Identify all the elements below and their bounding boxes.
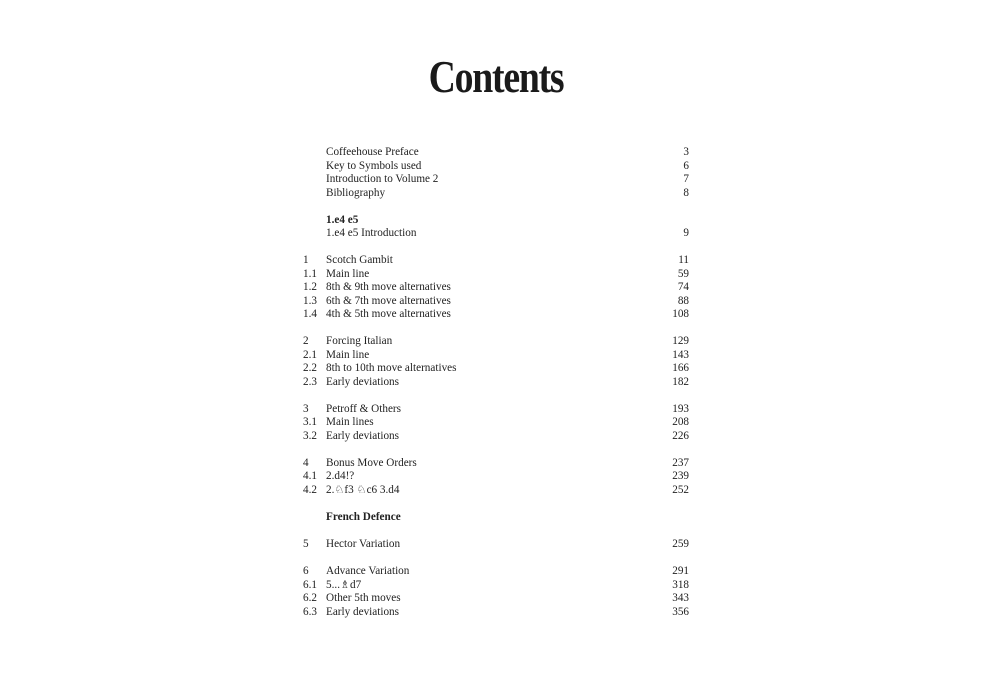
toc-entry-label: Scotch Gambit	[326, 254, 393, 267]
toc-entry	[303, 592, 689, 606]
toc-entry-label: 6th & 7th move alternatives	[326, 294, 451, 307]
toc-entry-number: 2.2	[303, 362, 317, 375]
toc-entry-page: 291	[672, 564, 689, 577]
toc-entry-number: 1.4	[303, 308, 317, 321]
toc-entry-label: Petroff & Others	[326, 402, 401, 415]
toc-entry-page: 237	[672, 456, 689, 469]
spacer	[303, 389, 689, 403]
toc-entry-number: 3.2	[303, 429, 317, 442]
spacer	[303, 200, 689, 214]
toc-entry-label: Key to Symbols used	[326, 159, 422, 172]
toc-entry-page: 7	[683, 173, 689, 186]
toc-entry-page: 252	[672, 483, 689, 496]
toc-entry-page: 3	[683, 146, 689, 158]
spacer	[303, 241, 689, 255]
toc-entry	[303, 187, 689, 201]
toc-entry	[303, 430, 689, 444]
toc-entry-label: Early deviations	[326, 605, 400, 618]
toc-entry-label: 5...♗d7	[326, 578, 362, 591]
toc-entry-page: 166	[672, 362, 689, 375]
toc-entry-number: 3.1	[303, 416, 317, 429]
toc-entry	[303, 376, 689, 390]
toc-entry	[303, 146, 689, 160]
toc-entry-number: 6.3	[303, 605, 317, 618]
toc-entry-page: 182	[672, 375, 689, 388]
toc-entry-number: 2.3	[303, 375, 317, 388]
toc-entry-page: 343	[672, 592, 689, 605]
toc-entry-label: Main line	[326, 348, 370, 361]
toc-entry	[303, 173, 689, 187]
toc-entry-label: Coffeehouse Preface	[326, 146, 419, 158]
toc-entry	[303, 416, 689, 430]
toc-entry-number: 2.1	[303, 348, 317, 361]
toc-entry-page: 356	[672, 605, 689, 618]
toc-entry-label: Forcing Italian	[326, 335, 393, 348]
toc-entry	[303, 403, 689, 417]
toc-entry-page: 318	[672, 578, 689, 591]
spacer	[303, 524, 689, 538]
toc-entry-number: 6	[303, 564, 309, 577]
toc-entry-page: 59	[677, 267, 689, 280]
toc-entry-page: 6	[683, 159, 689, 172]
toc-entry-number: 5	[303, 537, 309, 550]
toc-entry	[303, 308, 689, 322]
toc-entry-label: Advance Variation	[326, 564, 410, 577]
toc-entry-label: Main line	[326, 267, 370, 280]
toc-entry-label: 1.e4 e5	[326, 213, 359, 226]
toc-entry	[303, 457, 689, 471]
toc-entry-number: 1.2	[303, 281, 317, 294]
toc-entry-number: 1	[303, 254, 309, 267]
toc-entry-page: 226	[672, 429, 689, 442]
toc-entry-label: Bibliography	[326, 186, 386, 199]
toc-entry-label: Early deviations	[326, 375, 400, 388]
toc-entry-page: 143	[672, 348, 689, 361]
toc-entry	[303, 160, 689, 174]
toc-entry	[303, 281, 689, 295]
toc-entry-page: 208	[672, 416, 689, 429]
toc-entry-number: 6.2	[303, 592, 317, 605]
toc-entry	[303, 362, 689, 376]
page-title: Contents	[428, 51, 564, 102]
toc-entry	[303, 254, 689, 268]
toc-entry	[303, 470, 689, 484]
toc-entry	[303, 227, 689, 241]
toc-section-heading	[303, 511, 689, 525]
toc-entry-label: Early deviations	[326, 429, 400, 442]
spacer	[303, 551, 689, 565]
toc-entry-page: 239	[672, 470, 689, 483]
toc-entry	[303, 335, 689, 349]
toc-section-heading	[303, 214, 689, 228]
toc-entry-page: 193	[672, 402, 689, 415]
toc-entry	[303, 268, 689, 282]
toc-entry-number: 6.1	[303, 578, 317, 591]
toc-entry	[303, 565, 689, 579]
toc-entry	[303, 295, 689, 309]
toc-entry-label: French Defence	[326, 510, 401, 523]
spacer	[303, 443, 689, 457]
toc-entry	[303, 579, 689, 593]
spacer	[303, 497, 689, 511]
toc-entry-page: 9	[683, 227, 689, 240]
toc-entry-page: 74	[677, 281, 689, 294]
toc-entry	[303, 349, 689, 363]
toc-entry-label: 4th & 5th move alternatives	[326, 308, 451, 321]
table-of-contents	[303, 146, 689, 619]
toc-entry-label: 1.e4 e5 Introduction	[326, 227, 417, 240]
toc-entry	[303, 538, 689, 552]
toc-entry-label: Bonus Move Orders	[326, 456, 417, 469]
toc-entry-label: Hector Variation	[326, 537, 401, 550]
toc-entry-label: 8th & 9th move alternatives	[326, 281, 451, 294]
toc-entry-label: Main lines	[326, 416, 374, 429]
toc-entry-number: 1.3	[303, 294, 317, 307]
toc-entry-number: 2	[303, 335, 309, 348]
spacer	[303, 322, 689, 336]
toc-entry-number: 1.1	[303, 267, 317, 280]
toc-entry-number: 3	[303, 402, 309, 415]
toc-entry-label: Introduction to Volume 2	[326, 173, 439, 186]
toc-entry-label: 2.d4!?	[326, 470, 355, 483]
toc-entry-label: 8th to 10th move alternatives	[326, 362, 457, 375]
toc-entry-page: 11	[678, 254, 689, 267]
toc-entry-number: 4.1	[303, 470, 317, 483]
toc-entry-number: 4	[303, 456, 309, 469]
toc-entry	[303, 606, 689, 620]
toc-entry-label: Other 5th moves	[326, 592, 401, 605]
toc-entry-page: 129	[672, 335, 689, 348]
toc-entry-page: 8	[683, 186, 689, 199]
toc-entry	[303, 484, 689, 498]
toc-entry-page: 108	[672, 308, 689, 321]
toc-entry-number: 4.2	[303, 483, 317, 496]
toc-entry-page: 259	[672, 537, 689, 550]
toc-entry-page: 88	[677, 294, 689, 307]
toc-entry-label: 2.♘f3 ♘c6 3.d4	[326, 483, 400, 496]
